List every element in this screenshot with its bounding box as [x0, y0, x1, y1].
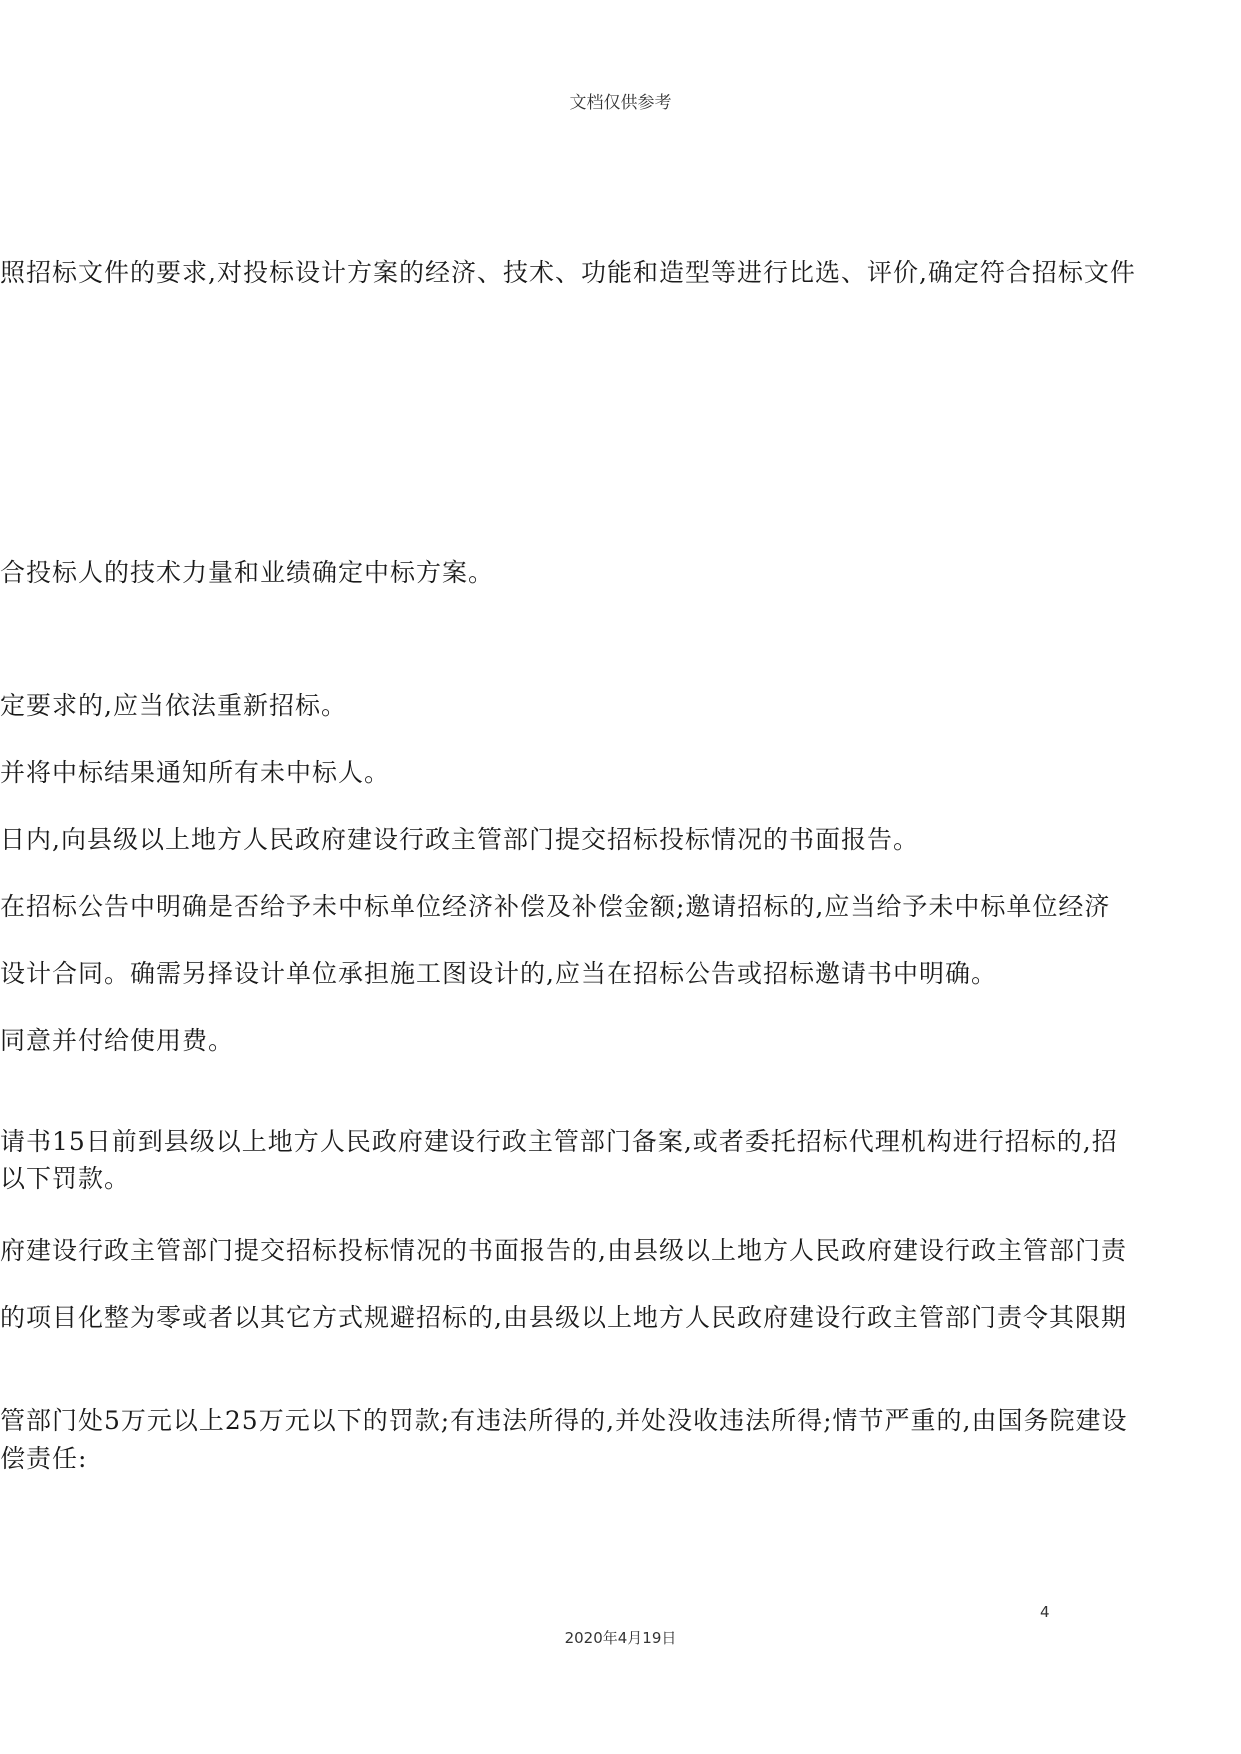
body-line: 并将中标结果通知所有未中标人。 — [0, 758, 391, 787]
body-line: 同意并付给使用费。 — [0, 1026, 235, 1055]
body-line: 偿责任: — [0, 1444, 88, 1473]
body-line: 合投标人的技术力量和业绩确定中标方案。 — [0, 558, 495, 587]
body-line: 请书15日前到县级以上地方人民政府建设行政主管部门备案,或者委托招标代理机构进行招标的,招 — [0, 1127, 1118, 1156]
body-line: 府建设行政主管部门提交招标投标情况的书面报告的,由县级以上地方人民政府建设行政主管部门责 — [0, 1236, 1127, 1265]
body-line: 照招标文件的要求,对投标设计方案的经济、技术、功能和造型等进行比选、评价,确定符合招标文件 — [0, 258, 1136, 287]
body-line: 管部门处5万元以上25万元以下的罚款;有违法所得的,并处没收违法所得;情节严重的,由国务院建设 — [0, 1406, 1128, 1435]
page-number: 4 — [1040, 1603, 1050, 1621]
footer-date: 2020年4月19日 — [564, 1629, 677, 1647]
body-line: 在招标公告中明确是否给予未中标单位经济补偿及补偿金额;邀请招标的,应当给予未中标单位经济 — [0, 892, 1111, 921]
body-line: 定要求的,应当依法重新招标。 — [0, 691, 347, 720]
body-line: 的项目化整为零或者以其它方式规避招标的,由县级以上地方人民政府建设行政主管部门责令其限期 — [0, 1303, 1127, 1332]
page-header: 文档仅供参考 — [569, 93, 672, 113]
body-line: 日内,向县级以上地方人民政府建设行政主管部门提交招标投标情况的书面报告。 — [0, 825, 919, 854]
body-line: 以下罚款。 — [0, 1164, 131, 1193]
body-line: 设计合同。确需另择设计单位承担施工图设计的,应当在招标公告或招标邀请书中明确。 — [0, 959, 997, 988]
